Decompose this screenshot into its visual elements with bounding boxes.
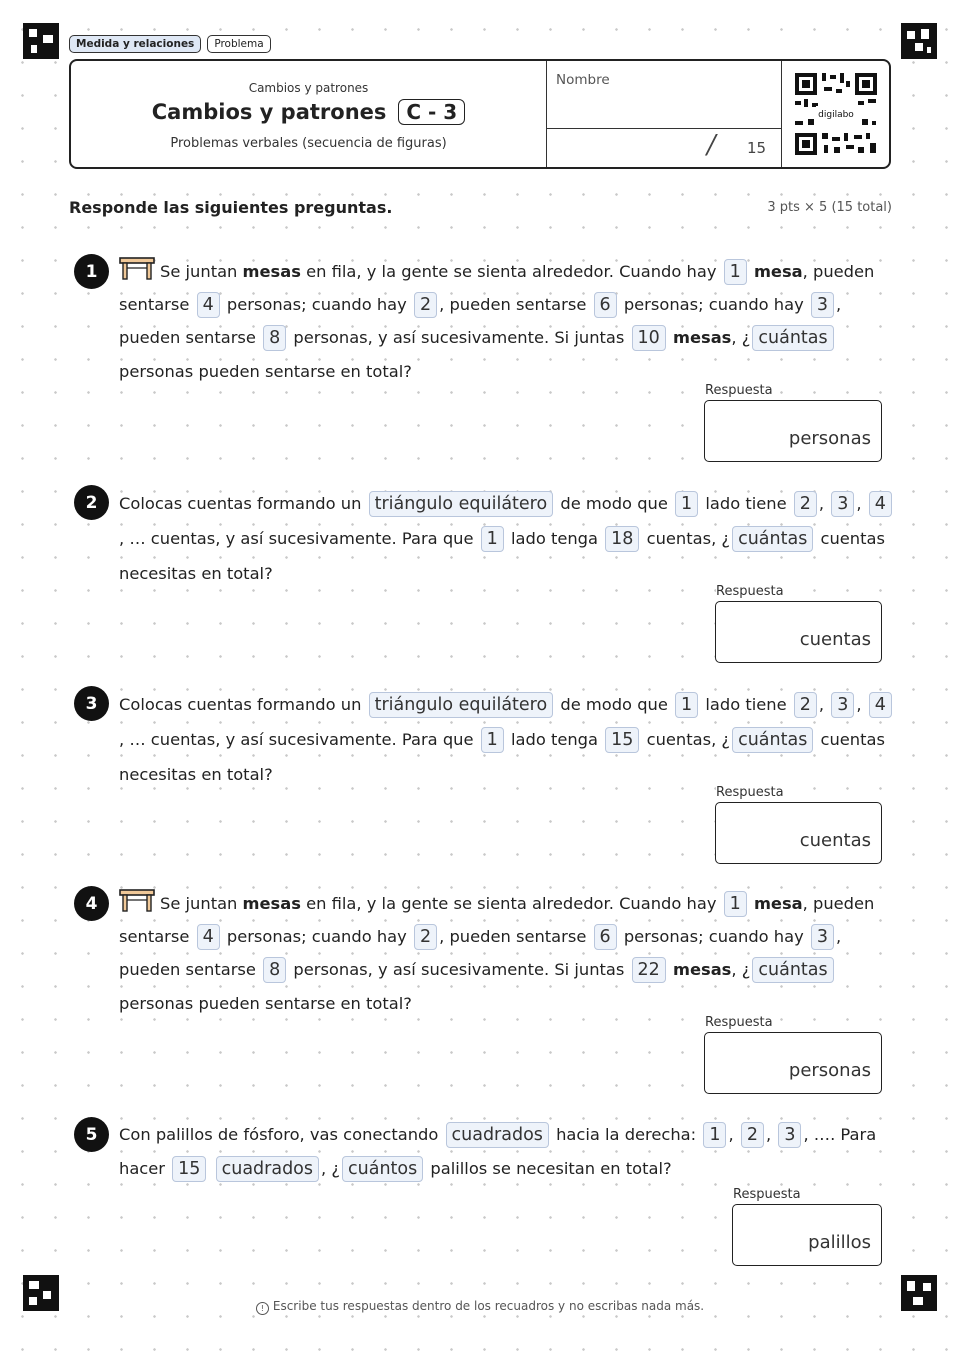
question-text-fragment: palillos se necesitan en total?: [425, 1159, 672, 1178]
question-text-fragment: cuentas, ¿: [641, 529, 731, 548]
question-text-fragment: personas, y así sucesivamente. Si juntas: [288, 960, 630, 980]
question-text-fragment: ,: [765, 1125, 777, 1144]
qr-label: digilabo: [818, 110, 854, 120]
answer-box-3[interactable]: [715, 802, 882, 864]
question-text-fragment: lado tiene: [700, 494, 792, 513]
question-value-box: 22: [632, 957, 666, 983]
answer-label-5: Respuesta: [733, 1187, 801, 1202]
question-text-fragment: Se juntan: [160, 894, 243, 913]
question-text-fragment: , … cuentas, y así sucesivamente. Para que: [119, 730, 479, 749]
question-text-fragment: cuentas necesitas en total?: [119, 730, 885, 784]
question-text-3: [119, 687, 895, 792]
header-subtitle: Cambios y patrones: [248, 81, 369, 95]
question-keyword: mesa: [753, 262, 803, 281]
answer-box-1[interactable]: [704, 400, 882, 462]
question-text-fragment: personas pueden sentarse en total?: [119, 993, 412, 1013]
qr-code: [781, 61, 890, 167]
question-value-box: 15: [605, 727, 639, 753]
question-value-box: cuántas: [752, 325, 833, 351]
question-text-fragment: [208, 1159, 213, 1178]
header-title-block: [71, 61, 546, 167]
question-text-fragment: de modo que: [555, 695, 674, 714]
question-value-box: 2: [414, 292, 437, 318]
question-text-fragment: cuentas necesitas en total?: [119, 529, 885, 583]
question-value-box: 6: [594, 292, 617, 318]
question-text-fragment: , ¿: [731, 960, 751, 980]
question-text-fragment: hacia la derecha:: [550, 1125, 702, 1144]
question-keyword: mesas: [673, 960, 732, 980]
question-text-fragment: personas; cuando hay: [221, 927, 412, 947]
score-field[interactable]: [546, 128, 782, 167]
instructions: Responde las siguientes preguntas.: [69, 198, 393, 217]
question-value-box: 3: [811, 924, 834, 950]
question-value-box: 1: [703, 1122, 726, 1148]
question-text-fragment: Colocas cuentas formando un: [119, 695, 367, 714]
question-value-box: 1: [481, 526, 504, 552]
tag-category: Medida y relaciones: [69, 35, 201, 53]
tag-type: Problema: [207, 35, 270, 53]
question-keyword: mesas: [242, 894, 301, 913]
question-value-box: 2: [794, 491, 817, 517]
table-icon: [119, 262, 160, 281]
question-number-3: 3: [74, 686, 109, 721]
qr-code-icon: [782, 61, 890, 167]
footer-text: Escribe tus respuestas dentro de los recuadros y no escribas nada más.: [272, 1299, 705, 1313]
score-slash: /: [707, 130, 716, 160]
question-value-box: cuántos: [342, 1156, 423, 1182]
question-value-box: cuadrados: [216, 1156, 319, 1182]
question-value-box: triángulo equilátero: [369, 692, 554, 718]
name-field[interactable]: [546, 61, 782, 129]
answer-box-5[interactable]: [732, 1204, 882, 1266]
question-value-box: 1: [675, 692, 698, 718]
question-value-box: 2: [414, 924, 437, 950]
corner-marker-top-left: [23, 23, 59, 59]
answer-label-1: Respuesta: [705, 383, 773, 398]
tag-row: [69, 35, 271, 53]
question-value-box: cuántas: [732, 526, 813, 552]
info-icon: !: [256, 1302, 269, 1315]
question-value-box: 4: [197, 292, 220, 318]
question-text-fragment: cuentas, ¿: [641, 730, 731, 749]
question-text-fragment: , pueden sentarse: [439, 295, 592, 315]
question-text-fragment: , ¿: [731, 328, 751, 348]
answer-unit-5: palillos: [808, 1232, 871, 1253]
worksheet-code: C - 3: [398, 99, 465, 125]
question-value-box: 3: [831, 491, 854, 517]
question-text-fragment: ,: [818, 494, 830, 513]
answer-box-2[interactable]: [715, 601, 882, 663]
question-text-fragment: lado tenga: [505, 730, 604, 749]
question-keyword: mesas: [673, 328, 732, 348]
question-text-fragment: ,: [728, 1125, 739, 1144]
question-text-fragment: ,: [818, 695, 830, 714]
question-value-box: 10: [632, 325, 666, 351]
question-value-box: 6: [594, 924, 617, 950]
question-text-fragment: ,: [856, 494, 867, 513]
question-number-5: 5: [74, 1117, 109, 1152]
name-label: Nombre: [556, 72, 610, 88]
question-value-box: 2: [741, 1122, 764, 1148]
answer-unit-3: cuentas: [799, 830, 871, 851]
question-value-box: cuántas: [732, 727, 813, 753]
question-value-box: 3: [778, 1122, 801, 1148]
question-text-fragment: personas; cuando hay: [618, 927, 809, 947]
question-text-fragment: , pueden sentarse: [119, 295, 842, 348]
answer-label-4: Respuesta: [705, 1015, 773, 1030]
question-text-fragment: en fila, y la gente se sienta alrededor. Cuando hay: [300, 894, 722, 913]
question-value-box: triángulo equilátero: [369, 491, 554, 517]
question-number-2: 2: [74, 485, 109, 520]
question-text-fragment: Colocas cuentas formando un: [119, 494, 367, 513]
question-value-box: 4: [869, 692, 892, 718]
footer-note: [0, 1299, 960, 1315]
question-text-fragment: Se juntan: [160, 262, 243, 281]
score-total: 15: [747, 139, 767, 157]
question-value-box: 18: [605, 526, 639, 552]
question-text-fragment: personas, y así sucesivamente. Si juntas: [288, 328, 630, 348]
question-text-fragment: lado tenga: [505, 529, 604, 548]
question-text-fragment: , pueden sentarse: [439, 927, 592, 947]
question-text-4: [119, 887, 895, 1020]
header-description: Problemas verbales (secuencia de figuras): [170, 136, 447, 151]
question-value-box: 8: [263, 957, 286, 983]
question-text-fragment: personas; cuando hay: [221, 295, 412, 315]
question-value-box: 1: [724, 259, 747, 285]
question-text-1: [119, 255, 895, 388]
question-number-4: 4: [74, 886, 109, 921]
question-text-fragment: , ¿: [321, 1159, 341, 1178]
question-text-fragment: Con palillos de fósforo, vas conectando: [119, 1125, 444, 1144]
question-value-box: cuadrados: [446, 1122, 549, 1148]
question-value-box: 1: [675, 491, 698, 517]
answer-unit-1: personas: [788, 428, 871, 449]
question-value-box: 3: [831, 692, 854, 718]
answer-label-3: Respuesta: [716, 785, 784, 800]
question-value-box: 8: [263, 325, 286, 351]
points-info: 3 pts × 5 (15 total): [767, 200, 892, 215]
question-text-fragment: , …. Para hacer: [119, 1125, 877, 1178]
question-text-fragment: en fila, y la gente se sienta alrededor. Cuando hay: [300, 262, 722, 281]
question-text-fragment: personas pueden sentarse en total?: [119, 361, 412, 381]
question-text-fragment: personas; cuando hay: [618, 295, 809, 315]
question-keyword: mesa: [753, 894, 803, 913]
question-text-fragment: ,: [856, 695, 867, 714]
question-value-box: 1: [481, 727, 504, 753]
question-text-fragment: , pueden sentarse: [119, 894, 875, 947]
question-value-box: 1: [724, 891, 747, 917]
question-keyword: mesas: [242, 262, 301, 281]
worksheet-header: [69, 59, 891, 169]
question-value-box: 2: [794, 692, 817, 718]
answer-label-2: Respuesta: [716, 584, 784, 599]
question-text-fragment: lado tiene: [700, 695, 792, 714]
question-number-1: 1: [74, 254, 109, 289]
question-text-fragment: , pueden sentarse: [119, 262, 875, 315]
question-value-box: 15: [172, 1156, 206, 1182]
question-value-box: cuántas: [752, 957, 833, 983]
question-text-5: [119, 1118, 895, 1186]
table-icon: [119, 894, 160, 913]
question-value-box: 3: [811, 292, 834, 318]
answer-unit-2: cuentas: [799, 629, 871, 650]
question-value-box: 4: [197, 924, 220, 950]
question-text-2: [119, 486, 895, 591]
question-text-fragment: , pueden sentarse: [119, 927, 842, 980]
answer-box-4[interactable]: [704, 1032, 882, 1094]
page-title: Cambios y patrones: [151, 100, 387, 124]
answer-unit-4: personas: [788, 1060, 871, 1081]
question-value-box: 4: [869, 491, 892, 517]
corner-marker-top-right: [901, 23, 937, 59]
question-text-fragment: de modo que: [555, 494, 674, 513]
question-text-fragment: , … cuentas, y así sucesivamente. Para que: [119, 529, 479, 548]
